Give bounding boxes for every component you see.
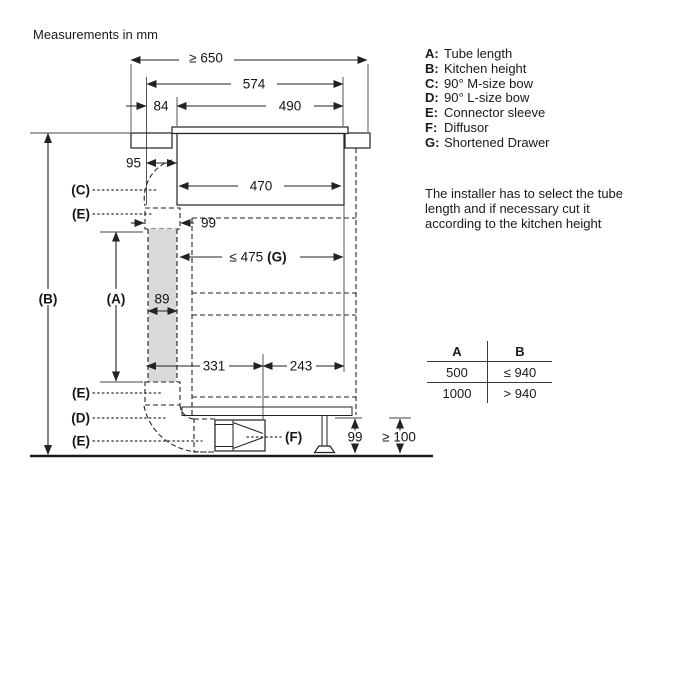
legend-item-b: B: Kitchen height (425, 60, 527, 76)
legend-item-f: F: Diffusor (425, 119, 489, 135)
connector-sleeve-outlet (194, 419, 215, 452)
dim-89-label: 89 (154, 291, 170, 307)
table-cell: ≤ 940 (487, 362, 552, 382)
table-cell: 1000 (442, 385, 472, 401)
dim-475-label: ≤ 475 (G) (229, 249, 287, 265)
bow-c-arc (144, 160, 172, 206)
dim-99-plinth-label: 99 (347, 429, 363, 445)
note-line: The installer has to select the tube (425, 186, 624, 201)
legend-item-c: C: 90° M-size bow (425, 75, 534, 91)
legend-label: Shortened Drawer (444, 134, 550, 150)
hob-glass-plate (172, 127, 348, 134)
bow-d-outer-arc (144, 406, 214, 452)
adjustable-foot (315, 446, 335, 453)
dim-331-label: 331 (202, 358, 226, 374)
legend-label: 90° L-size bow (444, 90, 530, 106)
label-e-mid: (E) (72, 385, 90, 401)
table-header-row (427, 341, 552, 362)
tube-length-table (427, 341, 552, 403)
connector-sleeve-top (145, 208, 180, 229)
label-e-top: (E) (72, 206, 90, 222)
page-title: Measurements in mm (33, 27, 158, 42)
note-line: according to the kitchen height (425, 216, 602, 231)
installer-note (425, 186, 623, 231)
table-header-b: B (487, 341, 552, 361)
dim-490-label: 490 (278, 98, 302, 114)
label-b: (B) (38, 291, 58, 307)
drawer-g-label: (G) (267, 249, 287, 265)
label-d: (D) (71, 410, 90, 426)
legend-item-d: D: 90° L-size bow (425, 90, 530, 106)
legend-item-g: G: Shortened Drawer (425, 134, 550, 150)
legend-label: Kitchen height (444, 60, 527, 76)
worktop-right-hatch (345, 133, 370, 148)
legend-label: Tube length (444, 46, 513, 61)
dim-100-label: ≥ 100 (382, 429, 416, 445)
cabinet-bottom-panel (182, 407, 352, 416)
label-e-bottom: (E) (72, 433, 90, 449)
table-row (427, 362, 552, 383)
table-cell: 500 (446, 364, 468, 380)
dimension-labels (33, 51, 422, 445)
legend-label: 90° M-size bow (444, 75, 534, 91)
dim-650-label: ≥ 650 (189, 50, 223, 66)
legend-label: Diffusor (444, 119, 489, 135)
legend-label: Connector sleeve (444, 105, 546, 121)
legend-item-a: A: Tube length (425, 46, 513, 61)
worktop-left-hatch (131, 133, 172, 148)
dim-95-label: 95 (125, 155, 141, 171)
dim-243-label: 243 (289, 358, 313, 374)
dim-99-duct-label: 99 (201, 215, 217, 231)
legend (425, 47, 550, 151)
table-header-a: A (452, 343, 462, 359)
label-f: (F) (285, 429, 303, 445)
hob-body (177, 134, 344, 206)
label-c: (C) (71, 182, 90, 198)
dim-470-label: 470 (249, 178, 273, 194)
dim-84-label: 84 (153, 98, 169, 114)
table-row (427, 383, 552, 403)
legend-item-e: E: Connector sleeve (425, 105, 546, 121)
note-line: length and if necessary cut it (425, 201, 590, 216)
dim-574-label: 574 (242, 76, 266, 92)
table-cell: > 940 (487, 383, 552, 403)
label-a: (A) (106, 291, 126, 307)
